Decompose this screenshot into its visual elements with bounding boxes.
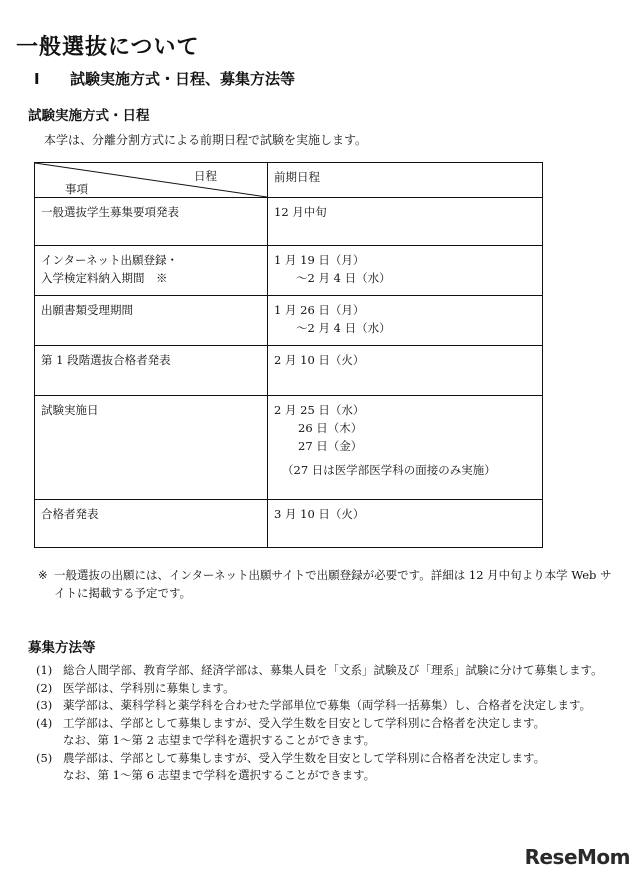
item-number: (4) (36, 715, 53, 730)
event-cell (35, 296, 268, 346)
list-item (36, 662, 626, 680)
footnote-mark: ※ (38, 568, 48, 582)
list-item (36, 680, 626, 698)
date-cell (268, 500, 543, 548)
item-number: (3) (36, 698, 53, 712)
date-cell (268, 296, 543, 346)
section-title: 試験実施方式・日程、募集方法等 (70, 70, 296, 88)
item-note: なお、第 1～第 6 志望まで学科を選択することができます。 (63, 768, 376, 782)
table-row (35, 396, 543, 500)
methods-heading: 募集方法等 (28, 640, 96, 656)
resemom-logo: ReseMom (524, 845, 630, 869)
event-line: 試験実施日 (41, 403, 99, 417)
list-item (36, 697, 626, 715)
table-header-row (35, 163, 543, 198)
item-note: なお、第 1～第 2 志望まで学科を選択することができます。 (63, 733, 376, 747)
table-row (35, 198, 543, 246)
event-line: 出願書類受理期間 (41, 303, 133, 317)
list-item (36, 715, 626, 750)
date-cell (268, 246, 543, 296)
event-cell (35, 396, 268, 500)
date-line: 26 日（木） (298, 421, 363, 435)
event-cell (35, 246, 268, 296)
item-text: 工学部は、学部として募集しますが、受入学生数を目安として学科別に合格者を決定します。 (63, 715, 546, 730)
item-text: 農学部は、学部として募集しますが、受入学生数を目安として学科別に合格者を決定します。 (63, 750, 546, 765)
intro-text: 本学は、分離分割方式による前期日程で試験を実施します。 (44, 133, 368, 147)
footnote-text: 一般選抜の出願には、インターネット出願サイトで出願登録が必要です。詳細は 12 月中旬より本学 Web サイトに掲載する予定です。 (54, 568, 612, 600)
schedule-table (34, 162, 543, 548)
event-line: 一般選抜学生募集要項発表 (41, 205, 179, 219)
event-line: 第 1 段階選抜合格者発表 (41, 353, 171, 367)
header-period-cell: 前期日程 (268, 163, 543, 198)
event-line: インターネット出願登録・ (41, 253, 178, 267)
item-number: (5) (36, 750, 53, 765)
footnote (38, 566, 618, 602)
methods-list (36, 662, 626, 785)
date-cell (268, 198, 543, 246)
list-item (36, 750, 626, 785)
item-text: 医学部は、学科別に募集します。 (63, 680, 235, 695)
section-heading (34, 68, 295, 89)
event-line: 合格者発表 (41, 507, 99, 521)
header-event-label: 事項 (65, 182, 88, 196)
event-cell (35, 500, 268, 548)
table-row (35, 500, 543, 548)
date-line: 2 月 10 日（火） (274, 353, 365, 367)
date-cell (268, 396, 543, 500)
date-line: 3 月 10 日（火） (274, 507, 365, 521)
date-line: 1 月 19 日（月） (274, 253, 365, 267)
table-row (35, 246, 543, 296)
item-number: (1) (36, 663, 53, 677)
date-line: 27 日（金） (298, 439, 363, 453)
date-line: 12 月中旬 (274, 205, 327, 219)
event-cell (35, 346, 268, 396)
item-text: 総合人間学部、教育学部、経済学部は、募集人員を「文系」試験及び「理系」試験に分けて募集します。 (63, 663, 603, 677)
header-diagonal-cell (35, 163, 268, 198)
date-line: 1 月 26 日（月） (274, 303, 365, 317)
schedule-heading: 試験実施方式・日程 (28, 108, 150, 124)
section-number: Ⅰ (34, 70, 40, 88)
page-title: 一般選抜について (16, 35, 200, 60)
table-row (35, 296, 543, 346)
date-line: 2 月 25 日（水） (274, 403, 365, 417)
date-cell (268, 346, 543, 396)
item-number: (2) (36, 680, 53, 695)
date-line: ～2 月 4 日（水） (296, 271, 391, 285)
date-line: ～2 月 4 日（水） (296, 321, 391, 335)
header-schedule-label: 日程 (194, 169, 217, 183)
item-text: 薬学部は、薬科学科と薬学科を合わせた学部単位で募集（両学科一括募集）し、合格者を決定します。 (63, 698, 592, 712)
event-cell (35, 198, 268, 246)
event-line: 入学検定料納入期間 ※ (41, 271, 168, 285)
date-remark: （27 日は医学部医学科の面接のみ実施） (282, 463, 496, 477)
table-row (35, 346, 543, 396)
